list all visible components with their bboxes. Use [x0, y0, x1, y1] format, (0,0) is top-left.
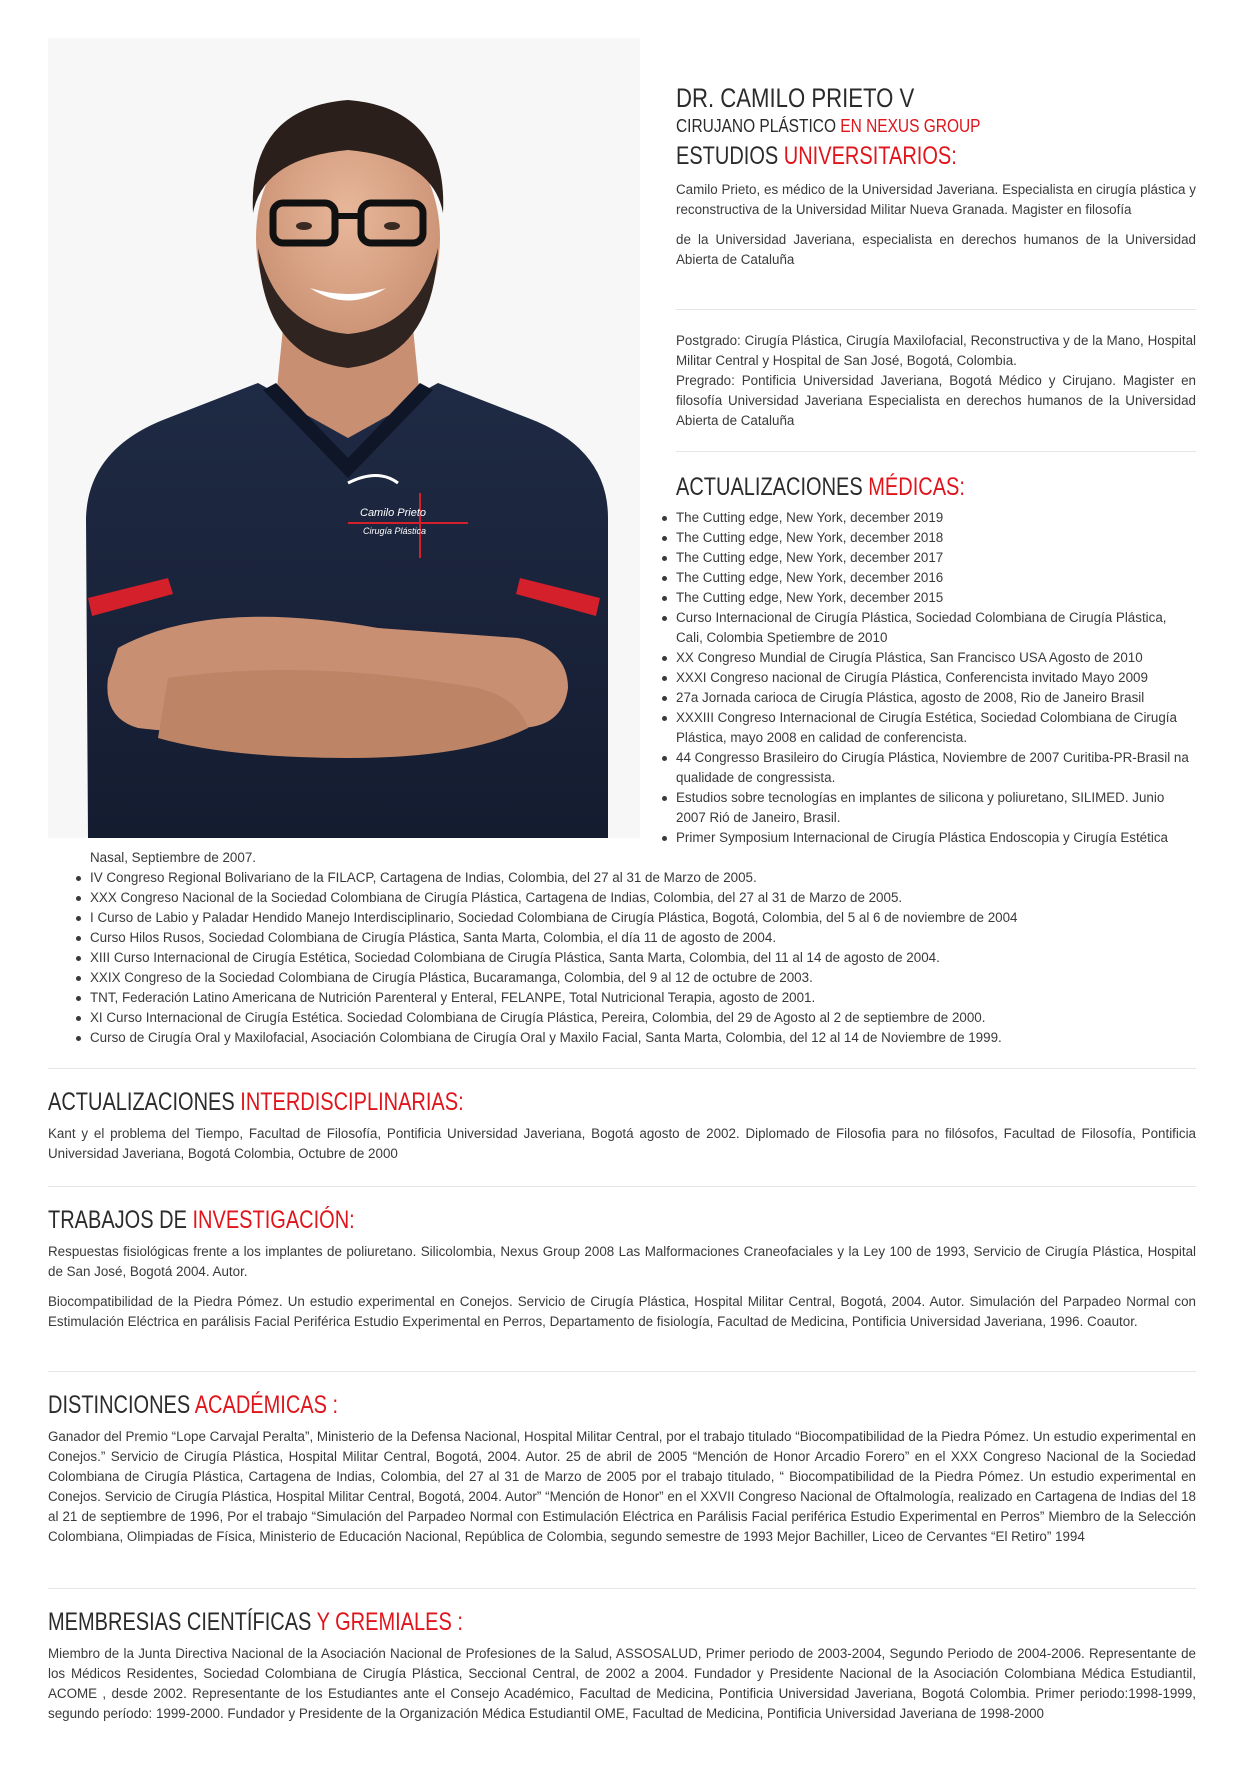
list-item: XIII Curso Internacional de Cirugía Estética, Sociedad Colombiana de Cirugía Plástica, Santa Marta, Colombia, del 11 al 14 de agosto de 2004.	[90, 948, 1196, 968]
list-item: IV Congreso Regional Bolivariano de la FILACP, Cartagena de Indias, Colombia, del 27 al 31 de Marzo de 2005.	[90, 868, 1196, 888]
doctor-role	[676, 116, 981, 136]
divider	[48, 1588, 1196, 1589]
list-item: Curso Hilos Rusos, Sociedad Colombiana de Cirugía Plástica, Santa Marta, Colombia, el día 11 de agosto de 2004.	[90, 928, 1196, 948]
doctor-name: DR. CAMILO PRIETO V	[676, 83, 915, 113]
medicas-list-full	[90, 848, 1196, 1048]
list-item: XXIX Congreso de la Sociedad Colombiana de Cirugía Plástica, Bucaramanga, Colombia, del 9 al 12 de octubre de 2003.	[90, 968, 1196, 988]
doctor-photo	[48, 38, 640, 838]
medicas-list-right	[676, 508, 1196, 848]
estudios-detail	[676, 331, 1196, 431]
medicas-title	[676, 473, 1092, 501]
membresias-text: Miembro de la Junta Directiva Nacional de la Asociación Nacional de Profesiones de la Salud, ASSOSALUD, Primer periodo de 2003-2004, Segundo Periodo de 2004-2006. Representante de los Médicos Residentes, Sociedad Colombiana de Cirugía Plástica, Seccional Central, de 2002 a 2004. Fundador y Presidente Nacional de la Asociación Colombiana Médica Estudiantil, ACOME , desde 2002. Representante de los Estudiantes ante el Consejo Académico, Facultad de Medicina, Pontificia Universidad Javeriana, Bogotá Colombia. Primer periodo:1998-1999, segundo período: 1999-2000. Fundador y Presidente de la Organización Médica Estudiantil OME, Facultad de Medicina, Pontificia Universidad Javeriana de 1998-2000	[48, 1646, 1196, 1721]
investigacion-title-b: INVESTIGACIÓN:	[192, 1206, 355, 1234]
distinciones-title-b: ACADÉMICAS :	[194, 1391, 339, 1419]
membresias-title	[48, 1608, 966, 1636]
interdisciplinarias-section	[48, 1088, 1196, 1164]
estudios-section	[676, 142, 1196, 270]
list-item: XXXIII Congreso Internacional de Cirugía Estética, Sociedad Colombiana de Cirugía Plástica, mayo 2008 en calidad de conferencista.	[676, 708, 1196, 748]
list-item: Estudios sobre tecnologías en implantes de silicona y poliuretano, SILIMED. Junio 2007 Rió de Janeiro, Brasil.	[676, 788, 1196, 828]
estudios-title-a: ESTUDIOS	[676, 142, 779, 170]
list-item: The Cutting edge, New York, december 2017	[676, 548, 1196, 568]
medicas-title-b: MÉDICAS:	[868, 473, 965, 501]
divider	[48, 1068, 1196, 1069]
divider	[676, 451, 1196, 452]
estudios-p2: de la Universidad Javeriana, especialista en derechos humanos de la Universidad Abierta de Cataluña	[676, 232, 1196, 267]
list-item: The Cutting edge, New York, december 2015	[676, 588, 1196, 608]
estudios-title-b: UNIVERSITARIOS:	[783, 142, 957, 170]
interdisciplinarias-title-a: ACTUALIZACIONES	[48, 1088, 235, 1116]
investigacion-title-a: TRABAJOS DE	[48, 1206, 187, 1234]
list-item: XXX Congreso Nacional de la Sociedad Colombiana de Cirugía Plástica, Cartagena de Indias, Colombia, del 27 al 31 de Marzo de 2005.	[90, 888, 1196, 908]
divider	[48, 1371, 1196, 1372]
divider	[676, 309, 1196, 310]
investigacion-section	[48, 1206, 1196, 1332]
list-item: XX Congreso Mundial de Cirugía Plástica, San Francisco USA Agosto de 2010	[676, 648, 1196, 668]
medicas-list-full-items	[90, 848, 1196, 1048]
distinciones-title-a: DISTINCIONES	[48, 1391, 191, 1419]
list-item: TNT, Federación Latino Americana de Nutrición Parenteral y Enteral, FELANPE, Total Nutricional Terapia, agosto de 2001.	[90, 988, 1196, 1008]
investigacion-p1: Respuestas fisiológicas frente a los implantes de poliuretano. Silicolombia, Nexus Group 2008 Las Malformaciones Craneofaciales y la Ley 100 de 1993, Servicio de Cirugía Plástica, Hospital de San José, Bogotá 2004. Autor.	[48, 1244, 1196, 1279]
list-item: The Cutting edge, New York, december 2018	[676, 528, 1196, 548]
list-item: Curso Internacional de Cirugía Plástica, Sociedad Colombiana de Cirugía Plástica, Cali, Colombia Spetiembre de 2010	[676, 608, 1196, 648]
logo-subtitle: Cirugía Plástica	[363, 526, 427, 536]
list-item: XI Curso Internacional de Cirugía Estética. Sociedad Colombiana de Cirugía Plástica, Pereira, Colombia, del 29 de Agosto al 2 de septiembre de 2000.	[90, 1008, 1196, 1028]
interdisciplinarias-title	[48, 1088, 966, 1116]
list-item: 27a Jornada carioca de Cirugía Plástica, agosto de 2008, Rio de Janeiro Brasil	[676, 688, 1196, 708]
actualizaciones-medicas-section	[676, 473, 1196, 848]
interdisciplinarias-title-b: INTERDISCIPLINARIAS:	[240, 1088, 464, 1116]
role-prefix: CIRUJANO PLÁSTICO	[676, 116, 836, 136]
list-item: XXXI Congreso nacional de Cirugía Plástica, Conferencista invitado Mayo 2009	[676, 668, 1196, 688]
list-item: The Cutting edge, New York, december 2019	[676, 508, 1196, 528]
medicas-title-a: ACTUALIZACIONES	[676, 473, 863, 501]
list-item: Curso de Cirugía Oral y Maxilofacial, Asociación Colombiana de Cirugía Oral y Maxilo Facial, Santa Marta, Colombia, del 12 al 14 de Noviembre de 1999.	[90, 1028, 1196, 1048]
role-accent: EN NEXUS GROUP	[840, 116, 981, 136]
estudios-title	[676, 142, 1092, 170]
pregrado-text: Pregrado: Pontificia Universidad Javeriana, Bogotá Médico y Cirujano. Magister en filosofía Universidad Javeriana Especialista en derechos humanos de la Universidad Abierta de Cataluña	[676, 373, 1196, 428]
distinciones-section	[48, 1391, 1196, 1547]
logo-name: Camilo Prieto	[360, 507, 427, 519]
list-item: I Curso de Labio y Paladar Hendido Manejo Interdisciplinario, Sociedad Colombiana de Cirugía Plástica, Bogotá, Colombia, del 5 al 6 de noviembre de 2004	[90, 908, 1196, 928]
list-item-continuation: Nasal, Septiembre de 2007.	[90, 850, 256, 865]
list-item: Primer Symposium Internacional de Cirugía Plástica Endoscopia y Cirugía Estética	[676, 828, 1196, 848]
distinciones-text: Ganador del Premio “Lope Carvajal Peralta”, Ministerio de la Defensa Nacional, Hospital Militar Central, por el trabajo titulado “Biocompatibilidad de la Piedra Pómez. Un estudio experimental en Conejos.” Servicio de Cirugía Plástica, Hospital Militar Central, Bogotá, 2004. Autor. 25 de abril de 2005 “Mención de Honor Arcadio Forero” en el XXX Congreso Nacional de la Sociedad Colombiana de Cirugía Plástica, Cartagena de Indias, Colombia, del 27 al 31 de Marzo de 2005 por el trabajo titulado, “ Biocompatibilidad de la Piedra Pómez. Un estudio experimental en Conejos. Servicio de Cirugía Plástica, Hospital Militar Central, Bogotá, 2004. Autor” “Mención de Honor” en el XXVII Congreso Nacional de Oftalmología, realizado en Cartagena de Indias del 18 al 21 de septiembre de 1996, Por el trabajo “Simulación del Parpadeo Normal con Estimulación Eléctrica en Parálisis Facial periférica Estudio Experimental en Perros” Miembro de la Selección Colombiana, Olimpiadas de Física, Ministerio de Educación Nacional, República de Colombia, segundo semestre de 1993 Mejor Bachiller, Liceo de Cervantes “El Retiro” 1994	[48, 1429, 1196, 1544]
distinciones-title	[48, 1391, 966, 1419]
postgrado-text: Postgrado: Cirugía Plástica, Cirugía Maxilofacial, Reconstructiva y de la Mano, Hospital Militar Central y Hospital de San José, Bogotá, Colombia.	[676, 333, 1196, 368]
membresias-title-a: MEMBRESIAS CIENTÍFICAS	[48, 1608, 312, 1636]
estudios-p1: Camilo Prieto, es médico de la Universidad Javeriana. Especialista en cirugía plástica y reconstructiva de la Universidad Militar Nueva Granada. Magister en filosofía	[676, 182, 1196, 217]
membresias-section	[48, 1608, 1196, 1724]
investigacion-p2: Biocompatibilidad de la Piedra Pómez. Un estudio experimental en Conejos. Servicio de Cirugía Plástica, Hospital Militar Central, Bogotá, 2004. Autor. Simulación del Parpadeo Normal con Estimulación Eléctrica en parálisis Facial Periférica Estudio Experimental en Perros, Departamento de fisiología, Facultad de Medicina, Pontificia Universidad Javeriana, 1996. Coautor.	[48, 1294, 1196, 1329]
interdisciplinarias-text: Kant y el problema del Tiempo, Facultad de Filosofía, Pontificia Universidad Javeriana, Bogotá agosto de 2002. Diplomado de Filosofia para no filósofos, Facultad de Filosofía, Pontificia Universidad Javeriana, Bogotá Colombia, Octubre de 2000	[48, 1126, 1196, 1161]
divider	[48, 1186, 1196, 1187]
list-item: 44 Congresso Brasileiro do Cirugía Plástica, Noviembre de 2007 Curitiba-PR-Brasil na qualidade de congressista.	[676, 748, 1196, 788]
investigacion-title	[48, 1206, 966, 1234]
membresias-title-b: Y GREMIALES :	[316, 1608, 463, 1636]
list-item: The Cutting edge, New York, december 2016	[676, 568, 1196, 588]
